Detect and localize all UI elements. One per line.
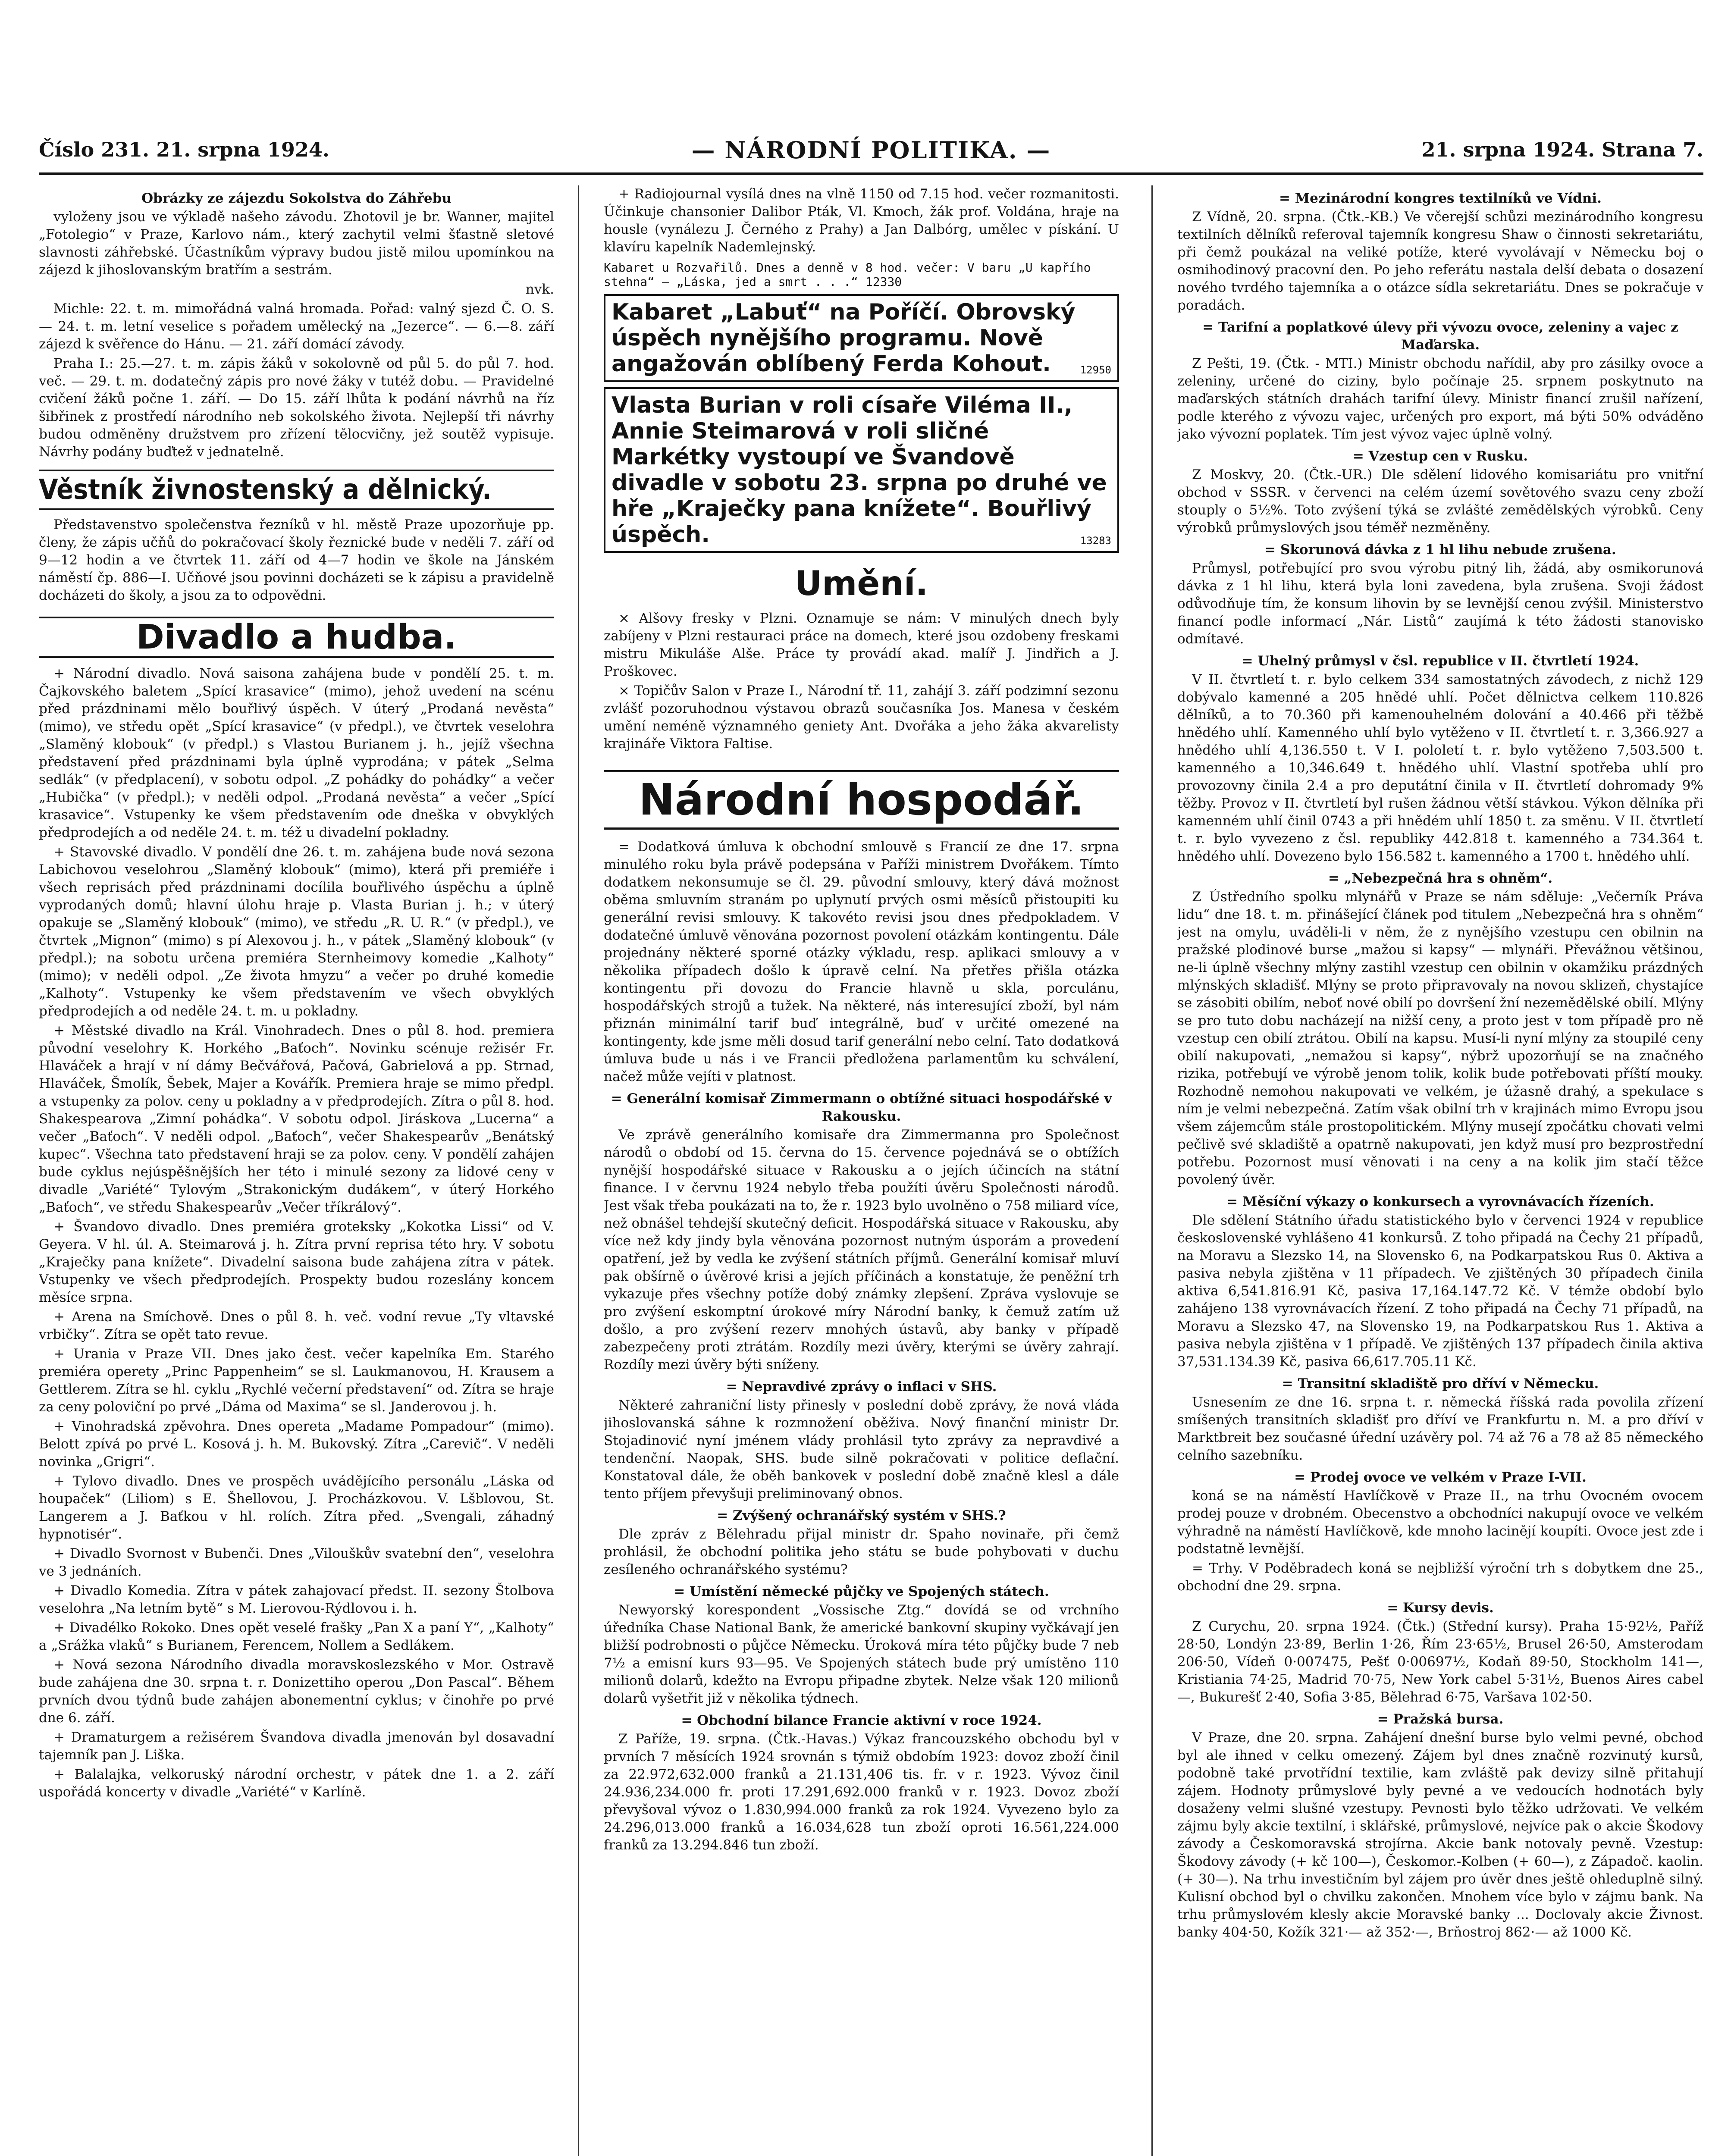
article-heading: Obrázky ze zájezdu Sokolstva do Záhřebu xyxy=(141,191,452,206)
article-body: vyloženy jsou ve výkladě našeho závodu. Zhotovil je br. Wanner, majitel „Fotolegio“ v Praze, Karlovo nám., který zachytil velmi šťastně sletové slavnosti záhřebské. Účastníkům výpravy budou jistě milou upomínkou na zájezd k jihoslovanským bratřím a sestrám. xyxy=(39,209,554,278)
article-heading: = Vzestup cen v Rusku. xyxy=(1352,448,1528,464)
advertisement-text: Kabaret „Labuť“ na Poříčí. Obrovský úspěch nynějšího programu. Nově angažován oblíbený Ferda Kohout. xyxy=(611,299,1076,377)
column-divider xyxy=(1151,185,1153,2156)
article-body: Michle: 22. t. m. mimořádná valná hromada. Pořad: valný sjezd Č. O. S. — 24. t. m. letní veselice s pořadem umělecký na „Jezerce“. — 6.—8. září zájezd k svěřence do Hánu. — 21. září domácí závody. xyxy=(39,301,554,352)
advertisement-number: 13283 xyxy=(1080,535,1111,547)
issue-number: Číslo 231. 21. srpna 1924. xyxy=(39,138,329,161)
article-body: + Balalajka, velkoruský národní orchestr, v pátek dne 1. a 2. září uspořádá koncerty v divadle „Variété“ v Karlíně. xyxy=(39,1767,554,1800)
article-body: Newyorský korespondent „Vossische Ztg.“ dovídá se od vrchního úředníka Chase National Bank, že americké bankovní skupiny vyčkávají jen bližší podrobnosti o půjčce Německu. Úroková míra této půjčky bude 7 neb 7½ a emisní kurs 93—95. Ve Spojených státech bude prý umístěno 110 milionů dolarů, kdežto na Evropu připadne zbytek. Nelze však 120 milionů dolarů vyšetřit již v několika týdnech. xyxy=(604,1602,1119,1706)
article-body: Praha I.: 25.—27. t. m. zápis žáků v sokolovně od půl 5. do půl 7. hod. več. — 29. t. m. dodatečný zápis pro nové žáky v tutéž dobu. — Pravidelné cvičení žáků počne 1. září. — Do 15. září lhůta k podání návrhů na říz šibřinek z prostředí národního neb sokolského života. Nejlepší tři návrhy budou odměněny družstvem pro zřízení tělocvičny, jež soutěž vypisuje. Návrhy podány buďtež v jednatelně. xyxy=(39,356,554,460)
article-body: = Dodatková úmluva k obchodní smlouvě s Francií ze dne 17. srpna minulého roku byla právě podepsána v Paříži ministrem Dvořákem. Tímto dodatkem nekonsumuje se čl. 29. původní smlouvy, který dává možnost oběma smluvním stranám po uplynutí prvých osmi měsíců přistoupiti ku generální revisi smlouvy. K takovéto revisi jsou dnes předpokladem. V dodatečné úmluvě věnována pozornost povolení otázkám kontingentu. Dále projednány některé sporné otázky výkladu, resp. aplikaci smlouvy a v několika případech došlo k úpravě celní. Na přetřes přišla otázka kontingentu při dovozu do Francie hlavně u skla, porculánu, hospodářských strojů a tužek. Na některé, nás interesující zboží, byl nám přiznán minimální tarif buď integrálně, buď v určité omezené na kontingenty, kde jsme měli dosud tarif generální nebo celní. Tato dodatková úmluva bude u nás i ve Francii předložena parlamentům ku schválení, načež může vejíti v platnost. xyxy=(604,839,1119,1084)
article-signature: nvk. xyxy=(525,282,554,297)
section-heading: Umění. xyxy=(794,564,928,603)
article-heading: = Umístění německé půjčky ve Spojených státech. xyxy=(674,1584,1049,1599)
article-body: koná se na náměstí Havlíčkově v Praze II., na trhu Ovocném ovocem prodej pouze v drobném. Obecenstvo a obchodníci nakupují ovoce ve velkém výhradně na náměstí Havlíčkově, kde mnoho lacinějí koupíti. Ovoce jest zde i podstatně levnější. xyxy=(1177,1488,1703,1557)
article-body: Představenstvo společenstva řezníků v hl. městě Praze upozorňuje pp. členy, že zápis učňů do pokračovací školy řeznické bude v neděli 7. září od 9—12 hodin a ve čtvrtek 11. září od 4—7 hodin ve škole na Jánském náměstí čp. 886—I. Učňové jsou povinni docházeti se k zápisu a pravidelně docházeti do školy, a jsou za to odpovědni. xyxy=(39,517,554,603)
article-body: + Vinohradská zpěvohra. Dnes opereta „Madame Pompadour“ (mimo). Belott zpívá po prvé L. Kosová j. h. M. Bukovský. Zítra „Carevič“. V neděli novinka „Grigri“. xyxy=(39,1419,554,1470)
article-body: Z Pešti, 19. (Čtk. - MTI.) Ministr obchodu nařídil, aby pro zásilky ovoce a zeleniny, určené do ciziny, bylo počínaje 25. srpnem poskytnuto na maďarských státních drahách tarifní úlevy. Ministr financí zrušil nařízení, podle kterého z vývozu vajec, určených pro export, má býti 50% odváděno jako vývozní poplatek. Tím jest vývoz vajec úplně volný. xyxy=(1177,356,1703,442)
article-body: Dle zpráv z Bělehradu přijal ministr dr. Spaho novinaře, při čemž prohlásil, že obchodní politika jeho státu se bude pohybovati v duchu zesíleného ochranářského systému? xyxy=(604,1526,1119,1577)
article-body: + Divadélko Rokoko. Dnes opět veselé frašky „Pan X a paní Y“, „Kalhoty“ a „Srážka vlaků“ s Burianem, Ferencem, Nollem a Sedlákem. xyxy=(39,1620,554,1653)
article-body: Z Vídně, 20. srpna. (Čtk.-KB.) Ve včerejší schůzi mezinárodního kongresu textilních dělníků referoval tajemník kongresu Shaw o činnosti sekretariátu, při čemž poukázal na veliké potíže, které vyvolávají v Německu boj o osmihodinový pracovní den. Po jeho referátu nastala delší debata o dosazení nového tvrdého tajemníka a o otázce sídla sekretariátu. Dnes se pokračuje v poradách. xyxy=(1177,209,1703,313)
article-heading: = Zvýšený ochranářský systém v SHS.? xyxy=(717,1508,1006,1523)
newspaper-page xyxy=(39,26,1703,2156)
article-heading: = Obchodní bilance Francie aktivní v roce 1924. xyxy=(681,1713,1042,1728)
article-body: Ve zprávě generálního komisaře dra Zimmermanna pro Společnost národů o období od 15. června do 15. července pojednává se o obtížích nynější hospodářské situace v Rakousku a o jejích účincích na státní finance. I v červnu 1924 nebylo třeba použíti úvěru Společnosti národů. Jest však třeba poukázati na to, že r. 1923 bylo uvolněno o 758 miliard více, než obnášel tehdejší skutečný deficit. Hospodářská situace v Rakousku, aby více než kdy jindy byla věnována pozornost nutným úsporám a provedení opatření, jež by vedla ke zvýšení státních příjmů. Generální komisař mluví pak obšírně o úvěrové krisi a jejích příčinách a konstatuje, že peněžní trh vykazuje přes všechny potíže dobý známky zlepšení. Zpráva vyslovuje se pro zvýšení eskomptní úrokové míry Národní banky, k čemuž zatím už došlo, a pro zvýšení rezerv mnohých ústavů, aby banky v případě zabezpečeny proti ztrátám. Rozdíly mezi úvěry, kterými se úvěry zahrají. Rozdíly mezi úvěry býti sníženy. xyxy=(604,1127,1119,1373)
section-heading: Národní hospodář. xyxy=(604,770,1119,830)
article-body: + Radiojournal vysílá dnes na vlně 1150 od 7.15 hod. večer rozmanitosti. Účinkuje chansonier Dalibor Pták, Vl. Kmoch, žák prof. Voldána, hraje na housle (vynálezu J. Černého z Prahy) a Jan Dalbórg, umělec v pískání. U klavíru kapelník Nademlejnský. xyxy=(604,186,1119,255)
column-divider xyxy=(578,185,579,2156)
article-heading: = Prodej ovoce ve velkém v Praze I-VII. xyxy=(1294,1470,1587,1485)
article-body: + Tylovo divadlo. Dnes ve prospěch uvádějícího personálu „Láska od houpaček“ (Liliom) s E. Šhellovou, J. Procházkovou. V. Lšblovou, St. Langerem a J. Baťkou v hl. rolích. Zítra před. „Svengali, záhadný hypnotisér“. xyxy=(39,1473,554,1542)
advertisement-number: 12950 xyxy=(1080,364,1111,376)
article-body: + Divadlo Komedia. Zítra v pátek zahajovací předst. II. sezony Štolbova veselohra „Na letním bytě“ s M. Lierovou-Rýdlovou i. h. xyxy=(39,1583,554,1616)
article-body: Některé zahraniční listy přinesly v poslední době zprávy, že nová vláda jihoslovanská sáhne k rozmnožení oběživa. Nový finanční ministr Dr. Stojadinović nyní jménem vlády prohlásil tyto zprávy za nepravdivé a tendenční. Naopak, SHS. bude silně pokračovati v politice deflační. Konstatoval dále, že oběh bankovek v poslední době značně klesl a dále tento příjem převyšuji preliminovaný obnos. xyxy=(604,1398,1119,1501)
article-body: + Arena na Smíchově. Dnes o půl 8. h. več. vodní revue „Ty vltavské vrbičky“. Zítra se opět tato revue. xyxy=(39,1309,554,1342)
column-3 xyxy=(1177,185,1703,2156)
page-header xyxy=(39,134,1703,175)
article-heading: = Mezinárodní kongres textilníků ve Vídni. xyxy=(1279,191,1602,206)
date-and-page: 21. srpna 1924. Strana 7. xyxy=(1421,138,1703,161)
column-2 xyxy=(604,185,1119,2156)
section-heading: Divadlo a hudba. xyxy=(39,617,554,658)
article-body: = Trhy. V Poděbradech koná se nejbližší výroční trh s dobytkem dne 25., obchodní dne 29. srpna. xyxy=(1177,1561,1703,1594)
advertisement-text: Vlasta Burian v roli císaře Viléma II., Annie Steimarová v roli sličné Markétky vystoupí ve Švandově divadle v sobotu 23. srpna po druhé ve hře „Kraječky pana knížete“. Bouřlivý úspěch. xyxy=(611,392,1107,548)
column-1 xyxy=(39,185,554,2156)
article-heading: = Generální komisař Zimmermann o obtížné situaci hospodářské v Rakousku. xyxy=(611,1091,1112,1124)
article-heading: = Kursy devis. xyxy=(1387,1600,1494,1616)
section-heading: Věstník živnostenský a dělnický. xyxy=(39,470,554,510)
article-heading: = Pražská bursa. xyxy=(1377,1711,1504,1727)
article-body: + Divadlo Svornost v Bubenči. Dnes „Vilouškův svatební den“, veselohra ve 3 jednáních. xyxy=(39,1546,554,1579)
article-heading: = Uhelný průmysl v čsl. republice v II. čtvrtletí 1924. xyxy=(1242,653,1639,669)
article-body: + Urania v Praze VII. Dnes jako čest. večer kapelníka Em. Starého premiéra operety „Princ Pappenheim“ se sl. Laukmanovou, H. Krausem a Gettlerem. Zítra se hl. cyklu „Rychlé večerní představení“ od. Zítra se hraje za ceny poloviční po prvé „Dáma od Maxima“ se sl. Janderovou j. h. xyxy=(39,1346,554,1415)
article-body: V Praze, dne 20. srpna. Zahájení dnešní burse bylo velmi pevné, obchod byl ale ihned v celku omezený. Zájem byl dnes značně rozvinutý kursů, podobně také prvotřídní textilie, kam zvláště pak devizy silně přitahují zájem. Hodnoty průmyslové byly pevné a ve vedoucích hodnotách byly dosaženy velmi slušné vzestupy. Pevnosti bylo těžko udržovati. Ve velkém zájmu byly akcie textilní, i sklářské, průmyslové, nejvíce pak o akcie Škodovy závody a Českomoravská strojírna. Akcie bank notovaly pevně. Vzestup: Škodovy závody (+ kč 100—), Českomor.-Kolben (+ 60—), z Západoč. kaolin. (+ 30—). Na trhu investičním byl zájem pro úvěr dnes ještě ohleduplně silný. Kulisní obchod byl o chvilku zakončen. Mnohem více bylo v zájmu bank. Na trhu průmyslovém klesly akcie Moravské banky ... Doclovaly akcie Živnost. banky 404·50, Kožík 321·— až 352·—, Brňostroj 862·— až 1000 Kč. xyxy=(1177,1730,1703,1940)
article-heading: = Transitní skladiště pro dříví v Německu. xyxy=(1282,1376,1599,1391)
article-body: + Nová sezona Národního divadla moravskoslezského v Mor. Ostravě bude zahájena dne 30. srpna t. r. Donizettiho operou „Don Pascal“. Během prvních dvou týdnů bude zahájen abonementní cyklus; v činohře po prvé dne 6. září. xyxy=(39,1657,554,1726)
article-body: + Národní divadlo. Nová saisona zahájena bude v pondělí 25. t. m. Čajkovského baletem „Spící krasavice“ (mimo), jehož uvedení na scénu před prázdninami mělo bouřlivý úspěch. V úterý „Prodaná nevěsta“ (mimo), ve středu opět „Spící krasavice“ (v předpl.), ve čtvrtek veselohra „Slaměný klobouk“ (v předpl.) s Vlastou Burianem j. h., jejíž všechna představení před prázdninami byla úplně vyprodána; v pátek „Selma sedlák“ (v předplacení), v sobotu odpol. „Z pohádky do pohádky“ a večer „Hubička“ (v předpl.); v neděli odpol. „Prodaná nevěsta“ a večer „Spící krasavice“. Vstupenky ke všem představením ode dneška v obvyklých předprodejích a od neděle 24. t. m. též u divadelní pokladny. xyxy=(39,666,554,840)
article-body: + Švandovo divadlo. Dnes premiéra groteksky „Kokotka Lissi“ od V. Geyera. V hl. úl. A. Steimarová j. h. Zítra první reprisa této hry. V sobotu „Kraječky pana knížete“. Divadelní saisona bude zahájena zítra v pátek. Vstupenky ve všech předprodejích. Prospekty budou rozeslány koncem měsíce srpna. xyxy=(39,1219,554,1305)
article-body: Dle sdělení Státního úřadu statistického bylo v červenci 1924 v republice československé vyhlášeno 41 konkursů. Z toho připadá na Čechy 21 případů, na Moravu a Slezsko 14, na Slovensko 6, na Podkarpatskou Rus 0. Aktiva a pasiva nebyla zjištěna v 11 případech. Ve zjištěných 30 případech činila aktiva 6,541.816.91 Kč, pasiva 17,164.147.72 Kč. V témže období bylo zahájeno 138 vyrovnávacích řízení. Z toho připadá na Čechy 71 případů, na Moravu a Slezsko 47, na Slovensko 19, na Podkarpatskou Rus 1. Aktiva a pasiva nebyla zjištěna v 1 případě. Ve zjištěných 137 případech činila aktiva 37,531.134.39 Kč, pasiva 66,617.705.11 Kč. xyxy=(1177,1213,1703,1369)
advertisement xyxy=(604,294,1119,382)
article-body: × Topičův Salon v Praze I., Národní tř. 11, zahájí 3. září podzimní sezonu zvlášť pozoruhodnou výstavou obrazů současníka Jos. Manesa v českém umění neméně významného geniety Ant. Dvořáka a jeho žáka akvarelisty krajináře Viktora Faltise. xyxy=(604,683,1119,752)
article-body: Průmysl, potřebující pro svou výrobu pitný lih, žádá, aby osmikorunová dávka z 1 hl lihu, která byla loni zavedena, byla zrušena. Svoji žádost odůvodňuje tím, že konsum lihovin by se levnější cenou zvýšil. Ministerstvo financí podle informací „Nár. Listů“ zaujímá k této žádosti stanovisko odmítavé. xyxy=(1177,561,1703,647)
article-heading: = Tarifní a poplatkové úlevy při vývozu ovoce, zeleniny a vajec z Maďarska. xyxy=(1202,320,1678,353)
article-body: V II. čtvrtletí t. r. bylo celkem 334 samostatných závodech, z nichž 129 dobývalo kamenné a 205 hnědé uhlí. Počet dělnictva celkem 110.826 dělníků, a to 70.360 při kamenouhelném dolování a 40.466 při těžbě hnědého uhlí. Kamenného uhlí bylo vytěženo v II. čtvrtletí t. r. 3,366.927 a hnědého uhlí 4,136.550 t. V I. pololetí t. r. bylo vytěženo 7,503.500 t. kamenného a 10,346.649 t. hnědého uhlí. Vlastní spotřeba uhlí pro provozovny činila 2.4 a pro deputátní činila v II. čtvrtletí dohromady 9% těžby. Provoz v II. čtvrtletí byl rušen žádnou větší stávkou. Výkon dělníka při kamenném uhlí činil 0743 a při hnědém uhlí 1850 t. za směnu. V II. čtvrtletí t. r. bylo vyvezeno z čsl. republiky 442.818 t. kamenného a 734.364 t. hnědého uhlí. Dovezeno bylo 156.582 t. kamenného a 1700 t. hnědého uhlí. xyxy=(1177,672,1703,864)
article-body: Z Curychu, 20. srpna 1924. (Čtk.) (Střední kursy). Praha 15·92½, Paříž 28·50, Londýn 23·89, Berlin 1·26, Řím 23·65½, Brusel 26·50, Amsterodam 206·50, Vídeň 0·007475, Pešť 0·00697½, Kodaň 89·50, Stockholm 141—, Kristiania 74·25, Madrid 70·75, New York cabel 5·31½, Buenos Aires cabel —, Bukurešť 2·40, Sofia 3·85, Bělehrad 6·75, Varšava 102·50. xyxy=(1177,1619,1703,1705)
article-heading: = Skorunová dávka z 1 hl lihu nebude zrušena. xyxy=(1264,542,1616,558)
advertisement-small: Kabaret u Rozvařilů. Dnes a denně v 8 hod. večer: V baru „U kapřího stehna“ — „Láska, jed a smrt . . .“ 12330 xyxy=(604,260,1091,289)
advertisement xyxy=(604,387,1119,553)
article-heading: = Měsíční výkazy o konkursech a vyrovnávacích řízeních. xyxy=(1226,1194,1654,1210)
article-body: + Stavovské divadlo. V pondělí dne 26. t. m. zahájena bude nová sezona Labichovou veselohrou „Slaměný klobouk“ (mimo), která při premiéře i všech reprisách před prázdninami docílila bouřlivého úspěchu a úplně vyprodaných domů; hlavní úlohu hraje p. Vlasta Burian j. h.; v úterý opakuje se „Slaměný klobouk“ (mimo), ve středu „R. U. R.“ (v předpl.), ve čtvrtek „Mignon“ (mimo) s pí Alexovou j. h., v pátek „Slaměný klobouk“ (v předpl.); na sobotu určena premiéra Sternheimovy komedie „Kalhoty“ (mimo); v neděli odpol. „Ze života hmyzu“ a večer po druhé komedie „Kalhoty“. Vstupenky ke všem představením ve všech obvyklých předprodejích a od neděle 24. t. m. u pokladny. xyxy=(39,844,554,1019)
article-heading: = Nepravdivé zprávy o inflaci v SHS. xyxy=(726,1379,997,1395)
newspaper-title: — NÁRODNÍ POLITIKA. — xyxy=(691,136,1051,164)
article-body: + Dramaturgem a režisérem Švandova divadla jmenován byl dosavadní tajemník pan J. Liška. xyxy=(39,1730,554,1763)
article-body: Z Moskvy, 20. (Čtk.-UR.) Dle sdělení lidového komisariátu pro vnitřní obchod v SSSR. v červenci na celém území sovětového svazu ceny zboží stouply o 5½%. Toto zvýšení týká se zvlášté zemědělských výrobků. Ceny výrobků průmyslových jsou téměř nezměněny. xyxy=(1177,467,1703,536)
article-body: × Alšovy fresky v Plzni. Oznamuje se nám: V minulých dnech byly zabíjeny v Plzni restauraci práce na domech, které jsou ozdobeny freskami mistru Mikuláše Alše. Práce ty provádí akad. malíř J. Jindřich a J. Proškovec. xyxy=(604,611,1119,679)
article-body: + Městské divadlo na Král. Vinohradech. Dnes o půl 8. hod. premiera původní veselohry K. Horkého „Baťoch“. Novinku scénuje režisér Fr. Hlaváček a hrají v ní dámy Bečvářová, Pačová, Gabrielová a pp. Strnad, Hlaváček, Šmolík, Šebek, Majer a Kovářík. Premiera hraje se mimo předpl. a vstupenky za polov. ceny u pokladny a v předprodejích. Zítra o půl 8. hod. Shakespearova „Zimní pohádka“. V sobotu odpol. Jiráskova „Lucerna“ a večer „Baťoch“. V neděli odpol. „Baťoch“, večer Shakespearův „Benátský kupec“. Všechna tato představení hraji se za polov. ceny. V pondělí zahájen bude cyklus nejúspěšnějších her této i minulé sezony za lidové ceny v divadle „Variété“ Tylovým „Strakonickým dudákem“, v úterý Horkého „Baťoch“, ve středu Shakespearův „Večer tříkrálový“. xyxy=(39,1023,554,1215)
article-body: Usnesením ze dne 16. srpna t. r. německá říšská rada povolila zřízení smíšených transitních skladišť pro dříví ve Frankfurtu n. M. a pro dříví v Marktbreit bez současné úřední uzávěry pol. 74 až 76 a 78 až 85 německého celního sazebníku. xyxy=(1177,1395,1703,1463)
article-body: Z Paříže, 19. srpna. (Čtk.-Havas.) Výkaz francouzského obchodu byl v prvních 7 měsících 1924 srovnán s týmiž obdobím 1923: dovoz zboží činil za 22.972,632.000 franků a 21.131,406 tis. fr. v r. 1923. Vývoz činil 24.936,234.000 fr. proti 17.291,692.000 franků v r. 1923. Dovoz zboží převyšoval vývoz o 1.830,994.000 franků za rok 1924. Vyvezeno bylo za 24.296,013.000 franků a 16.034,628 tun zboží oproti 16.561,224.000 franků za 13.294.846 tun zboží. xyxy=(604,1731,1119,1853)
article-heading: = „Nebezpečná hra s ohněm“. xyxy=(1328,871,1553,886)
article-body: Z Ústředního spolku mlynářů v Praze se nám sděluje: „Večerník Práva lidu“ dne 18. t. m. přinášející článek pod titulem „Nebezpečná hra s ohněm“ jest na omylu, uváděli-li v něm, že z nynějšího vzestupu cen obilnin na pražské plodinové burse „mažou si kapsy“ — mlynáři. Převážnou většinou, ne-li úplně všechny mlýny zastihl vzestup cen obilnin v okamžiku prázdných mlýnských skladišť. Mlýny se proto připravovaly na novou sklizeň, chystajíce se zásobiti obilím, neboť nové obilí po dovršení žní nezemědělské obilí. Mlýny se pro tuto dobu nacházejí na nižší ceny, a proto jest v tom případě pro ně vzestup cen obilí ztrátou. Obilí na kapsu. Musí-li nyní mlýny za stoupilé ceny obilí nakupovati, „nemažou si kapsy“, nýbrž upozorňují se na značného rizika, potřebují ve výrobě jenom tolik, kolik bude potřebovati příští mouky. Rozhodně nemohou nakupovati ve velkém, je úžasně drahý, a spekulace s ním je velmi nebezpečná. Zatím však obilní trh v krajinách mimo Evropu jsou všem zájemcům stále prostopolitickém. Mlýny musejí zpočátku chovati velmi pečlivě své skladiště a opatrně nakupovati, jen když musí pro bezprostřední potřebu. Pozornost musí věnovati i na ceny a na kolik jim stačí těžce povolený úvěr. xyxy=(1177,889,1703,1188)
